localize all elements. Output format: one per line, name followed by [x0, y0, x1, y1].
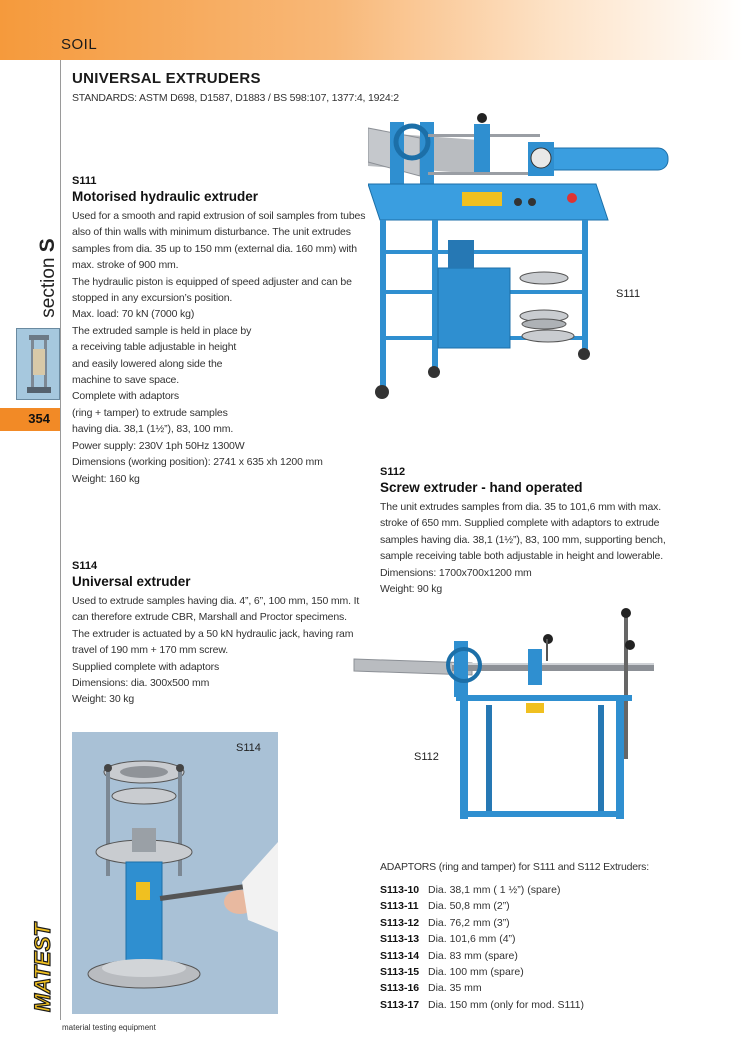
desc-line: Complete with adaptors	[72, 390, 180, 403]
desc-paragraph: The unit extrudes samples from dia. 35 to 101,6 mm with max. stroke of 650 mm. Supplied complete with adaptors to extrude samples having dia. 38,1 (1½”), 83, 100 mm, supporting bench, sample receiving table both adjustable in height and lowerable.	[380, 501, 666, 563]
s112-photo	[352, 605, 662, 845]
product-s112	[380, 466, 670, 597]
desc-line: a receiving table adjustable in height	[72, 341, 237, 354]
adaptor-code: S113-17	[380, 998, 420, 1011]
matest-logo	[20, 920, 60, 1016]
spec-line: Supplied complete with adaptors	[72, 660, 220, 673]
list-item	[380, 884, 584, 900]
product-s111	[72, 175, 367, 487]
desc-line: (ring + tamper) to extrude samples	[72, 406, 228, 419]
spec-line: Weight: 160 kg	[72, 472, 140, 485]
adaptor-desc: Dia. 50,8 mm (2”)	[428, 900, 510, 913]
product-description	[72, 593, 372, 708]
product-title: Universal extruder	[72, 574, 191, 589]
adaptor-code: S113-16	[380, 982, 420, 995]
product-description	[72, 208, 367, 487]
spec-line: Dimensions: 1700x700x1200 mm	[380, 566, 532, 579]
footer-tagline: material testing equipment	[62, 1023, 156, 1032]
desc-line: and easily lowered along side the	[72, 357, 223, 370]
product-description	[380, 499, 670, 597]
spec-line: Dimensions (working position): 2741 x 635 xh 1200 mm	[72, 456, 323, 469]
adaptor-desc: Dia. 101,6 mm (4”)	[428, 933, 516, 946]
adaptor-desc: Dia. 38,1 mm ( 1 ½”) (spare)	[428, 884, 561, 896]
desc-paragraph: Used for a smooth and rapid extrusion of soil samples from tubes also of thin walls with minimum disturbance. The unit extrudes samples from dia. 35 up to 150 mm (external dia. 160 mm) with max. stroke of 900 mm.	[72, 210, 366, 272]
spec-line: Weight: 90 kg	[380, 583, 443, 596]
list-item	[380, 917, 584, 933]
list-item	[380, 982, 584, 998]
page-title: UNIVERSAL EXTRUDERS	[72, 70, 261, 87]
adaptors-list	[380, 884, 584, 1015]
s114-image-label: S114	[236, 742, 261, 754]
spec-line: Power supply: 230V 1ph 50Hz 1300W	[72, 439, 245, 452]
product-title: Motorised hydraulic extruder	[72, 189, 259, 204]
adaptor-desc: Dia. 76,2 mm (3”)	[428, 916, 510, 929]
list-item	[380, 999, 584, 1015]
s111-image-label: S111	[616, 288, 641, 300]
section-label	[38, 232, 58, 324]
section-name: SOIL	[61, 36, 98, 53]
spec-line: Dimensions: dia. 300x500 mm	[72, 677, 210, 690]
adaptor-code: S113-11	[380, 900, 419, 913]
standards-line: STANDARDS: ASTM D698, D1587, D1883 / BS 598:107, 1377:4, 1924:2	[72, 92, 399, 104]
desc-line: machine to save space.	[72, 374, 180, 387]
product-code: S114	[72, 560, 98, 572]
page-number: 354	[28, 411, 50, 426]
desc-paragraph: Max. load: 70 kN (7000 kg)	[72, 308, 195, 321]
adaptor-desc: Dia. 100 mm (spare)	[428, 965, 524, 978]
adaptor-desc: Dia. 150 mm (only for mod. S111)	[428, 998, 585, 1011]
adaptors-title: ADAPTORS (ring and tamper) for S111 and S112 Extruders:	[380, 861, 649, 873]
section-letter: S	[36, 238, 59, 253]
adaptor-code: S113-12	[380, 916, 420, 929]
product-title: Screw extruder - hand operated	[380, 480, 583, 495]
list-item	[380, 900, 584, 916]
desc-paragraph: The hydraulic piston is equipped of speed adjuster and can be stopped in any excursion’s position.	[72, 275, 352, 305]
section-word: section	[38, 257, 59, 318]
product-s114	[72, 560, 372, 708]
adaptor-code: S113-14	[380, 949, 420, 962]
desc-line: having dia. 38,1 (1½”), 83, 100 mm.	[72, 423, 234, 436]
adaptor-code: S113-15	[380, 965, 420, 978]
s111-photo	[368, 110, 670, 410]
desc-line: The extruded sample is held in place by	[72, 324, 252, 337]
adaptor-desc: Dia. 83 mm (spare)	[428, 949, 518, 962]
list-item	[380, 950, 584, 966]
adaptor-code: S113-10	[380, 884, 420, 896]
adaptor-code: S113-13	[380, 933, 420, 946]
product-code: S112	[380, 466, 406, 478]
desc-paragraph: Used to extrude samples having dia. 4”, 6”, 100 mm, 150 mm. It can therefore extrude CBR, Marshall and Proctor specimens.	[72, 595, 360, 624]
product-code: S111	[72, 175, 97, 187]
svg-text:MATEST: MATEST	[30, 923, 55, 1012]
header-band	[0, 0, 743, 60]
s112-image-label: S112	[414, 751, 439, 763]
list-item	[380, 966, 584, 982]
side-rule	[60, 60, 61, 1020]
s114-photo	[72, 732, 278, 1014]
side-thumbnail	[16, 328, 60, 400]
desc-paragraph: The extruder is actuated by a 50 kN hydraulic jack, having ram travel of 190 mm + 170 mm screw.	[72, 627, 354, 657]
spec-line: Weight: 30 kg	[72, 693, 135, 706]
list-item	[380, 933, 584, 949]
adaptor-desc: Dia. 35 mm	[428, 982, 482, 995]
